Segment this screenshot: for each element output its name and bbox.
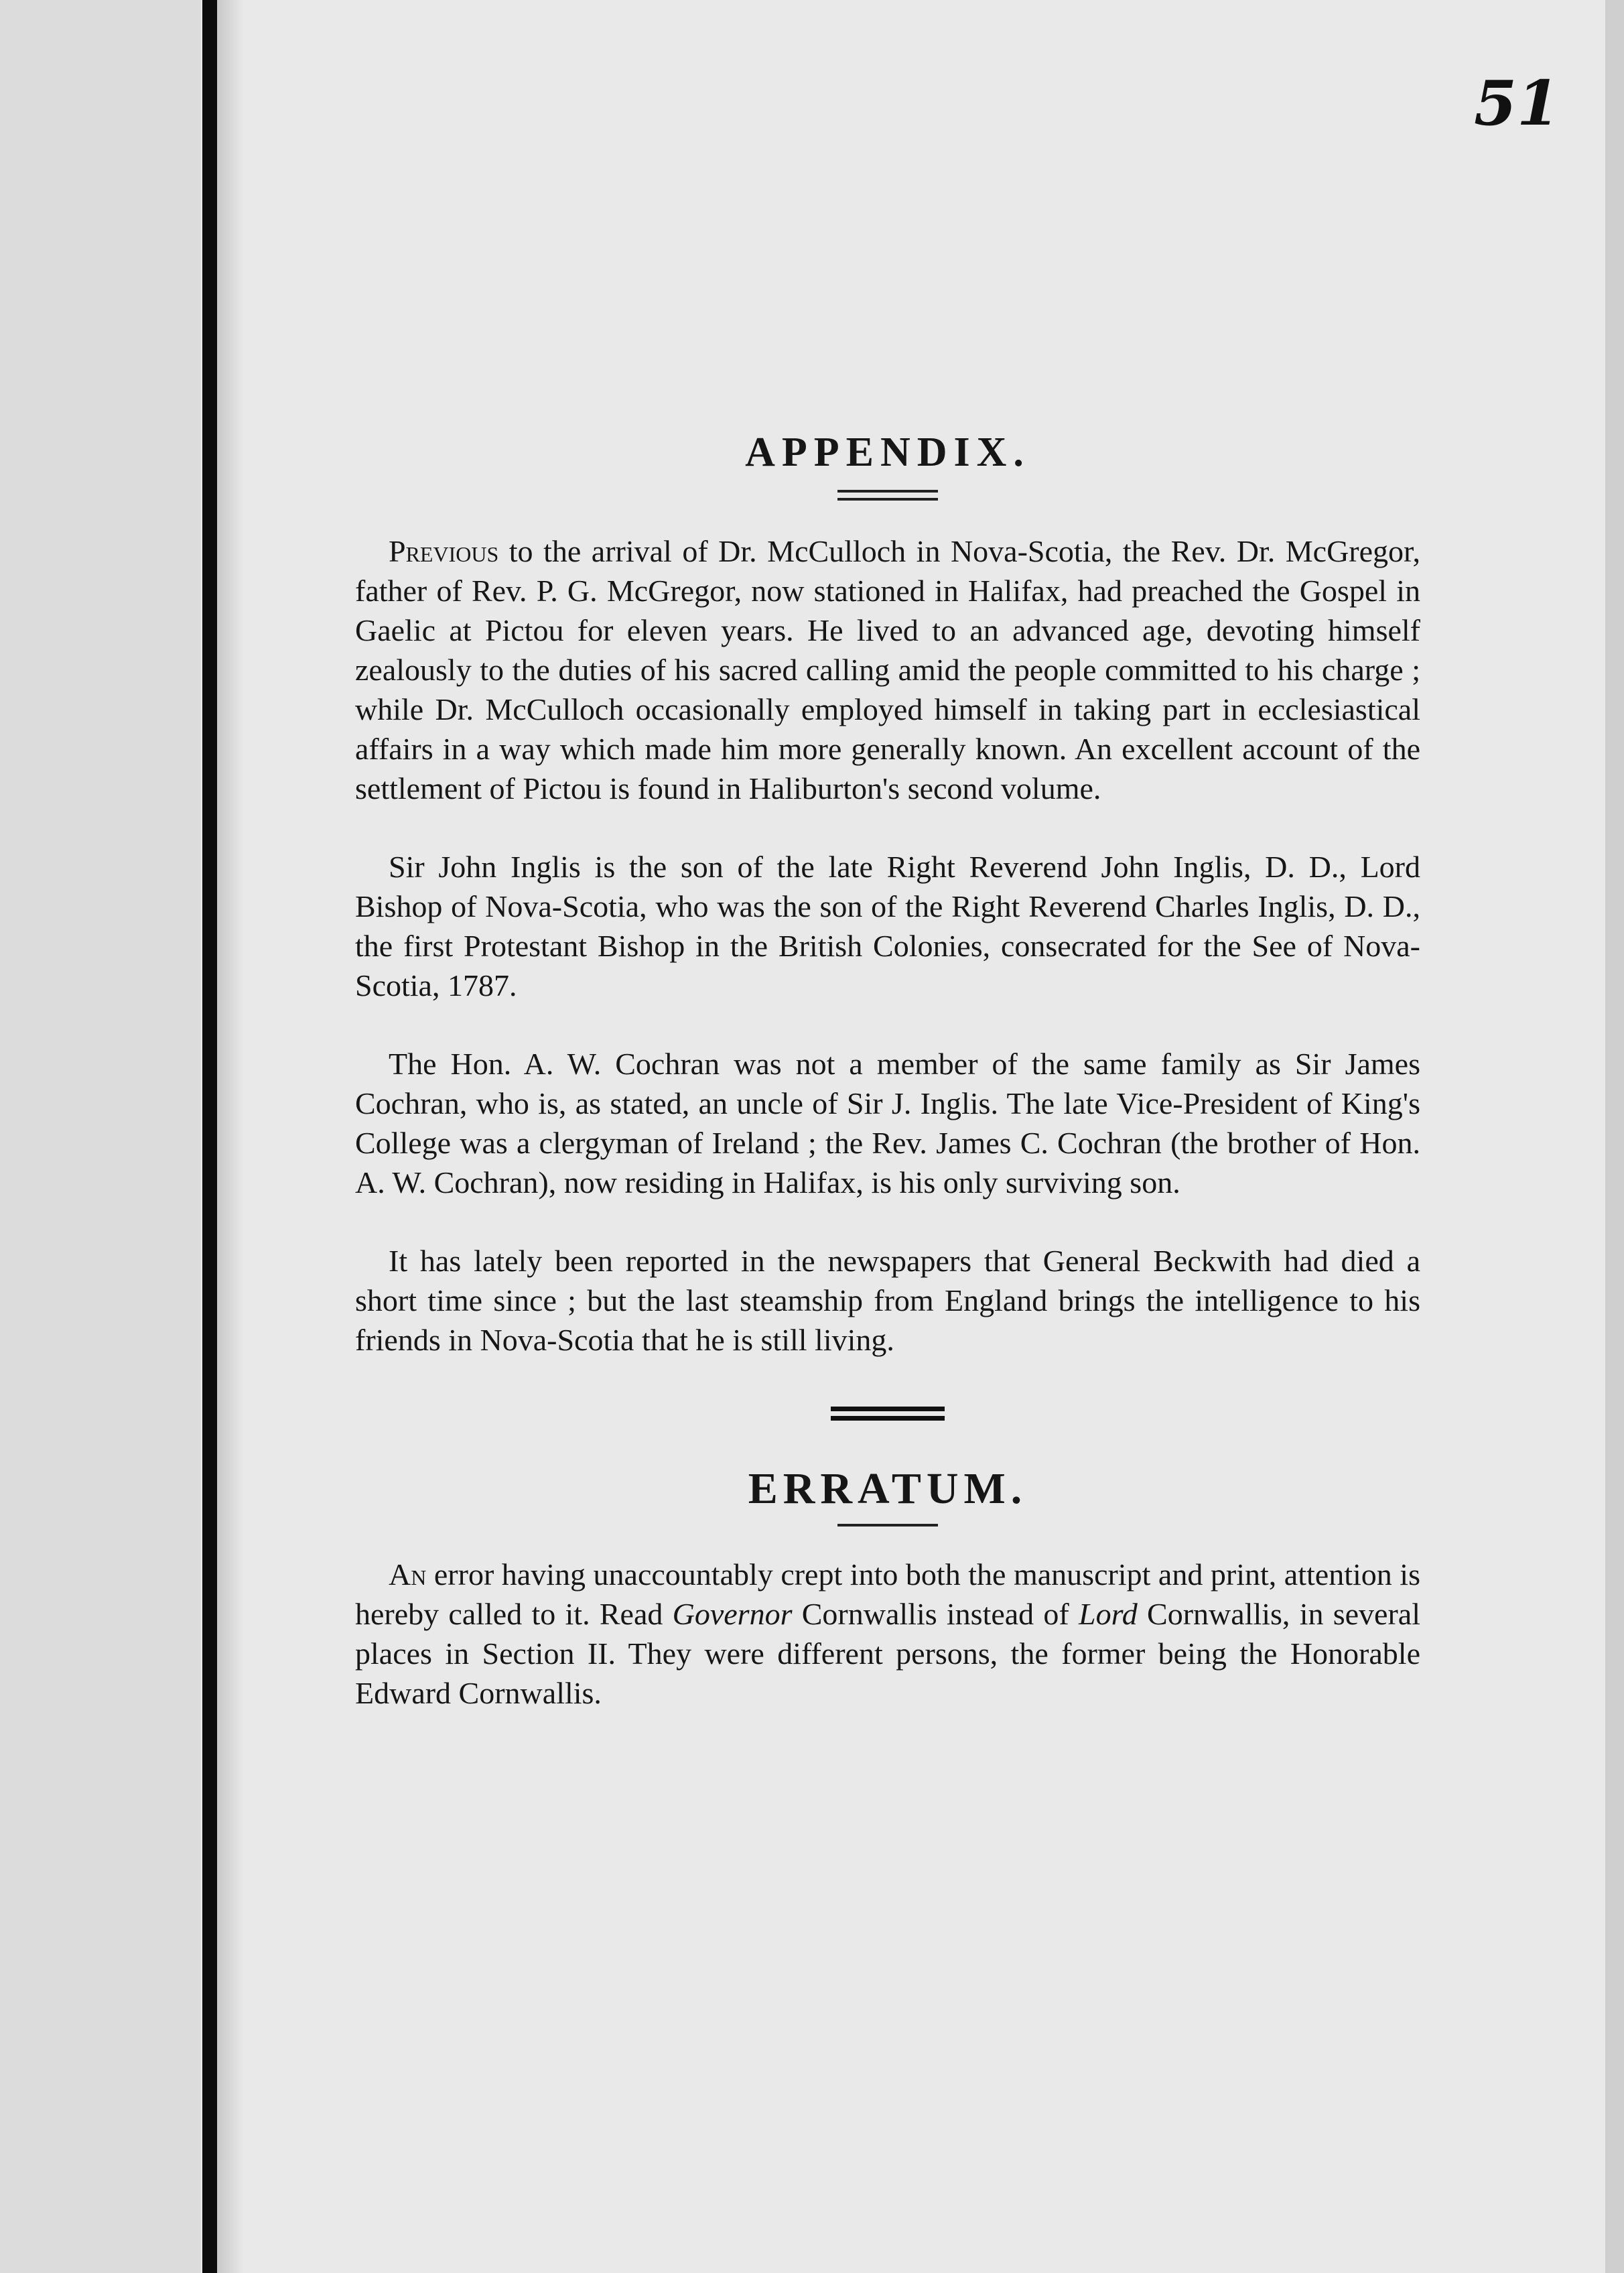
appendix-section: [355, 429, 1420, 1360]
title-rule: [837, 490, 938, 501]
erratum-title-rule: [837, 1524, 938, 1527]
page-content: [355, 429, 1420, 1713]
appendix-paragraph-1: [355, 531, 1420, 808]
paragraph-lead: An: [389, 1557, 427, 1592]
page-right-edge: [1605, 0, 1624, 2273]
facing-page-edge: [0, 0, 201, 2273]
appendix-title: APPENDIX.: [745, 430, 1030, 475]
appendix-paragraph-2: [355, 847, 1420, 1005]
erratum-paragraph: [355, 1555, 1420, 1713]
erratum-title: ERRATUM.: [748, 1464, 1028, 1513]
paragraph-text: The Hon. A. W. Cochran was not a member of the same family as Sir James Cochran, who is, as stated, an uncle of Sir J. Inglis. The late Vice-President of King's College was a clergyman of Ireland ; the Rev. James C. Cochran (the brother of Hon. A. W. Cochran), now residing in Halifax, is his only surviving son.: [355, 1047, 1420, 1199]
paragraph-lead: Previous: [389, 534, 499, 568]
appendix-paragraph-4: [355, 1241, 1420, 1360]
binding-shadow: [217, 0, 244, 2273]
italic-term: Lord: [1079, 1597, 1138, 1631]
italic-term: Governor: [672, 1597, 793, 1631]
binding-line: [202, 0, 217, 2273]
paragraph-text: error having unaccountably crept into both the manuscript and print, attention is hereby called to it. Read: [355, 1557, 1420, 1631]
section-divider: [831, 1407, 945, 1421]
appendix-paragraph-3: [355, 1044, 1420, 1202]
paragraph-text: Sir John Inglis is the son of the late Right Reverend John Inglis, D. D., Lord Bishop of Nova-Scotia, who was the son of the Right Reverend Charles Inglis, D. D., the first Protestant Bishop in the British Colonies, consecrated for the See of Nova-Scotia, 1787.: [355, 850, 1420, 1002]
paragraph-text: It has lately been reported in the newspapers that General Beckwith had died a short time since ; but the last steamship from England brings the intelligence to his friends in Nova-Scotia that he is still living.: [355, 1244, 1420, 1357]
page-number: 51: [1474, 67, 1560, 139]
paragraph-text: Cornwallis, in several places in Section II. They were different persons, the former being the Honorable Edward Cornwallis.: [355, 1597, 1420, 1710]
erratum-section: [355, 1407, 1420, 1713]
paragraph-text: Cornwallis instead of: [792, 1597, 1079, 1631]
paragraph-text: to the arrival of Dr. McCulloch in Nova-Scotia, the Rev. Dr. McGregor, father of Rev. P. G. McGregor, now stationed in Halifax, had preached the Gospel in Gaelic at Pictou for eleven years. He lived to an advanced age, devoting himself zealously to the duties of his sacred calling amid the people committed to his charge ; while Dr. McCulloch occasionally employed himself in taking part in ecclesiastical affairs in a way which made him more generally known. An excellent account of the settlement of Pictou is found in Haliburton's second volume.: [355, 534, 1420, 805]
